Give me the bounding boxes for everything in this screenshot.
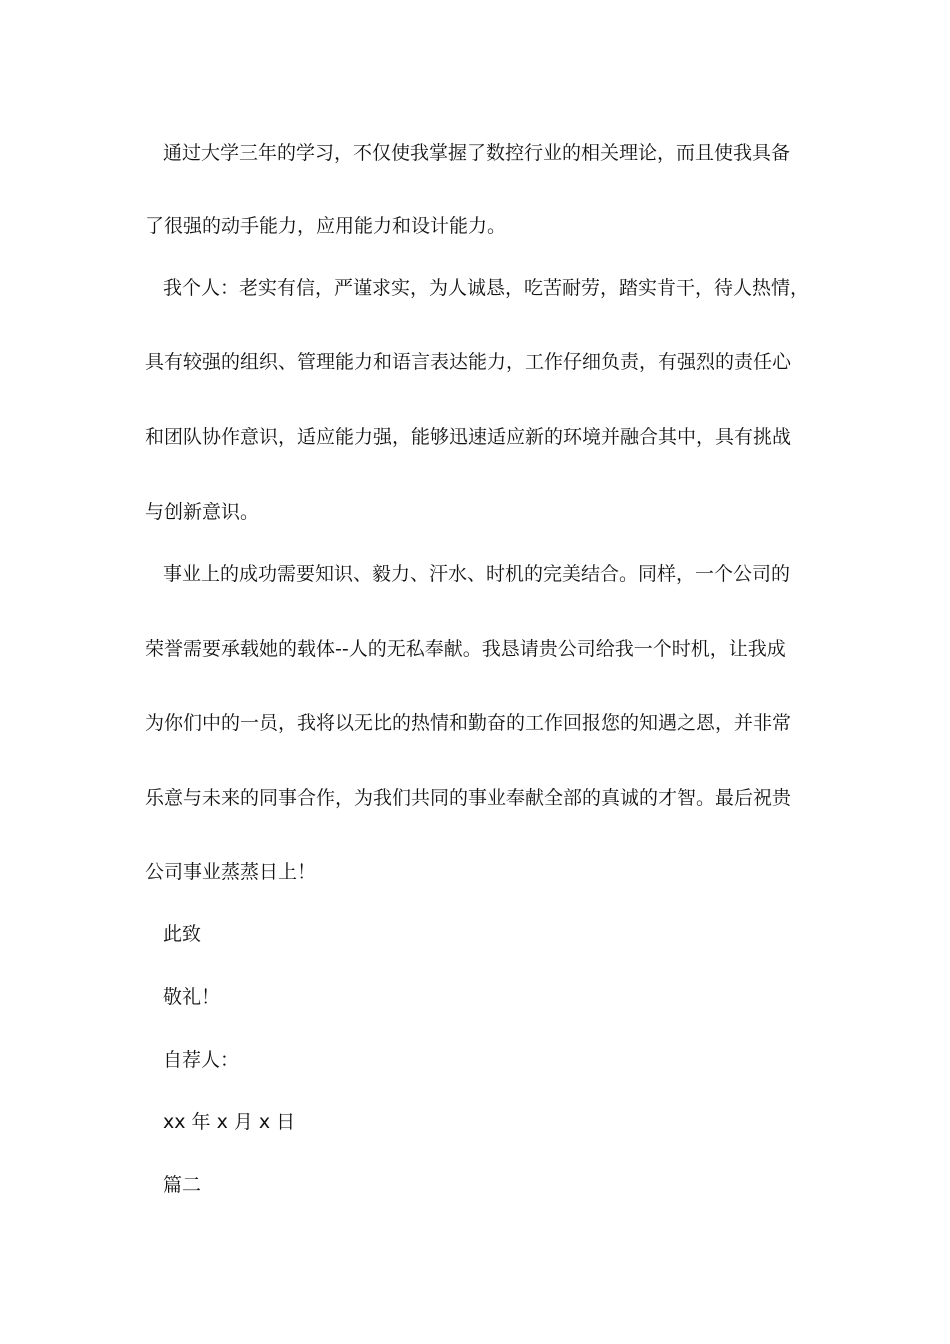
- paragraph-line: 乐意与未来的同事合作，为我们共同的事业奉献全部的真诚的才智。最后祝贵: [145, 787, 792, 809]
- paragraph-line: 荣誉需要承载她的载体--人的无私奉献。我恳请贵公司给我一个时机，让我成: [145, 638, 786, 660]
- paragraph-line: 为你们中的一员，我将以无比的热情和勤奋的工作回报您的知遇之恩，并非常: [145, 712, 792, 734]
- paragraph-line: 了很强的动手能力，应用能力和设计能力。: [145, 215, 507, 237]
- closing-regards: 敬礼！: [163, 986, 221, 1008]
- closing-salutation: 此致: [163, 923, 202, 945]
- paragraph-line: 公司事业蒸蒸日上！: [145, 861, 317, 883]
- section-heading: 篇二: [163, 1174, 202, 1196]
- date-line: xx 年 x 月 x 日: [163, 1111, 296, 1133]
- paragraph-line: 我个人：老实有信，严谨求实，为人诚恳，吃苦耐劳，踏实肯干，待人热情，: [163, 277, 810, 299]
- signature-line: 自荐人：: [163, 1049, 240, 1071]
- paragraph-line: 通过大学三年的学习，不仅使我掌握了数控行业的相关理论，而且使我具备: [163, 142, 791, 164]
- paragraph-line: 与创新意识。: [145, 501, 260, 523]
- paragraph-line: 具有较强的组织、管理能力和语言表达能力，工作仔细负责，有强烈的责任心: [145, 351, 792, 373]
- paragraph-line: 和团队协作意识，适应能力强，能够迅速适应新的环境并融合其中，具有挑战: [145, 426, 792, 448]
- paragraph-line: 事业上的成功需要知识、毅力、汗水、时机的完美结合。同样，一个公司的: [163, 563, 791, 585]
